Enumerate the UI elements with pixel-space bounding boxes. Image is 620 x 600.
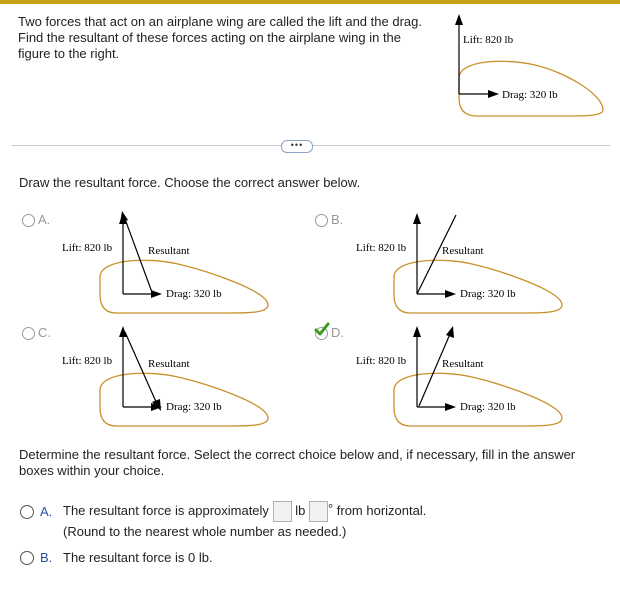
resultant-vector — [125, 219, 153, 295]
choice-a-text-after: from horizontal. — [336, 502, 427, 518]
part2-prompt-line-2: boxes within your choice. — [19, 463, 165, 478]
resultant-label: Resultant — [442, 358, 484, 370]
magnitude-input[interactable] — [273, 501, 292, 522]
lift-label: Lift: 820 lb — [356, 355, 407, 367]
drag-arrowhead — [488, 90, 499, 98]
expand-more-button[interactable]: ••• — [281, 140, 313, 153]
question-line-2: Find the resultant of these forces acting on the airplane wing in the — [18, 30, 402, 45]
unit-lb: lb — [295, 502, 306, 518]
option-d-label[interactable]: D. — [331, 325, 344, 340]
lift-arrowhead — [119, 326, 127, 337]
drag-arrowhead — [445, 403, 456, 411]
choice-a-radio[interactable] — [20, 505, 34, 519]
drag-arrowhead — [445, 290, 456, 298]
question-text — [18, 14, 428, 62]
lift-arrowhead — [413, 213, 421, 224]
option-c-figure[interactable] — [58, 318, 278, 430]
option-a-figure[interactable] — [58, 205, 278, 317]
lift-arrowhead — [455, 14, 463, 25]
choice-b-letter[interactable]: B. — [40, 550, 53, 565]
drag-label: Drag: 320 lb — [502, 89, 558, 101]
reference-figure — [425, 10, 615, 120]
drag-label: Drag: 320 lb — [166, 288, 222, 300]
resultant-arrowhead — [120, 211, 128, 223]
option-c-label[interactable]: C. — [38, 325, 51, 340]
question-line-1: Two forces that act on an airplane wing are called the lift and the drag. — [18, 14, 422, 29]
resultant-vector — [419, 334, 450, 406]
airplane-wing — [394, 260, 562, 313]
option-d-figure[interactable] — [352, 318, 572, 430]
resultant-arrowhead — [446, 326, 454, 338]
airplane-wing — [100, 260, 268, 313]
part2-prompt — [19, 447, 589, 479]
choice-a-text — [63, 501, 426, 522]
lift-arrowhead — [413, 326, 421, 337]
angle-input[interactable] — [309, 501, 328, 522]
option-b-radio[interactable] — [315, 214, 328, 227]
choice-a-text-before: The resultant force is approximately — [63, 502, 269, 518]
lift-label: Lift: 820 lb — [62, 355, 113, 367]
lift-label: Lift: 820 lb — [356, 242, 407, 254]
option-b-label[interactable]: B. — [331, 212, 344, 227]
airplane-wing — [394, 373, 562, 426]
resultant-label: Resultant — [148, 358, 190, 370]
drag-label: Drag: 320 lb — [460, 288, 516, 300]
rounding-note: (Round to the nearest whole number as needed.) — [63, 524, 347, 539]
part2-prompt-line-1: Determine the resultant force. Select the correct choice below and, if necessary, fill in the answer — [19, 447, 576, 462]
drag-label: Drag: 320 lb — [166, 401, 222, 413]
drag-label: Drag: 320 lb — [460, 401, 516, 413]
choice-a-letter[interactable]: A. — [40, 504, 53, 519]
airplane-wing — [100, 373, 268, 426]
option-a-radio[interactable] — [22, 214, 35, 227]
lift-label: Lift: 820 lb — [463, 34, 514, 46]
option-a-label[interactable]: A. — [38, 212, 51, 227]
degree-symbol: ° — [327, 501, 334, 516]
part1-prompt: Draw the resultant force. Choose the correct answer below. — [19, 175, 361, 190]
lift-label: Lift: 820 lb — [62, 242, 113, 254]
choice-b-text: The resultant force is 0 lb. — [63, 550, 213, 565]
check-mark-icon — [314, 321, 330, 337]
top-accent-bar — [0, 0, 620, 4]
option-c-radio[interactable] — [22, 327, 35, 340]
option-b-figure[interactable] — [352, 205, 572, 317]
question-line-3: figure to the right. — [18, 46, 120, 61]
choice-b-radio[interactable] — [20, 551, 34, 565]
resultant-label: Resultant — [442, 245, 484, 257]
resultant-label: Resultant — [148, 245, 190, 257]
